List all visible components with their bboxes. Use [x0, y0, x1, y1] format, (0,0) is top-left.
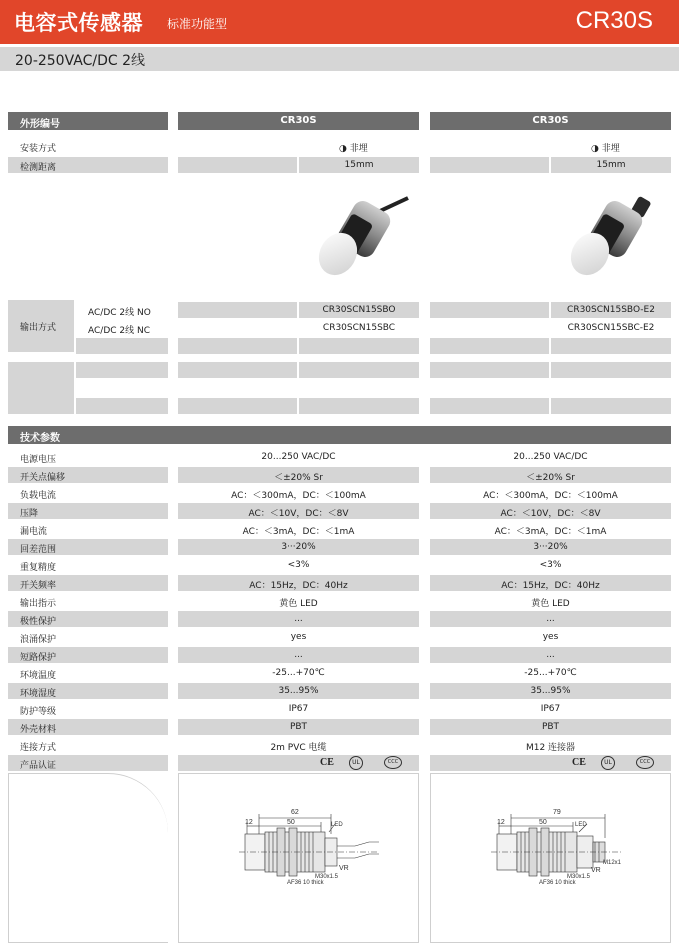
mount-label-cell: [8, 138, 168, 154]
tech-row-label-cell: [8, 593, 168, 609]
page-subtitle: 标准功能型: [167, 17, 228, 31]
tech-row-col2-text: -25...+70℃: [524, 668, 577, 678]
tech-row-col1: [178, 719, 419, 735]
distance-col1: [299, 157, 419, 173]
tech-row-col1: [178, 647, 419, 663]
tech-row-col1-text: ＜±20% Sr: [274, 473, 323, 483]
tech-row-col1: [178, 539, 419, 555]
mount-col2-value: ◑ 非埋: [591, 144, 620, 154]
tech-row-col1-text: AC：15Hz，DC：40Hz: [249, 581, 348, 591]
section-heading-label: 外形编号: [20, 119, 60, 130]
tech-row-label-cell: [8, 449, 168, 465]
tech-row-col1: [178, 593, 419, 609]
col1-heading: [178, 112, 419, 130]
tech-row-label-cell: [8, 665, 168, 681]
ce-mark-icon: CE: [320, 757, 334, 768]
tech-row-col1: [178, 449, 419, 465]
tech-row-col2: [430, 467, 671, 483]
tech-heading-label: 技术参数: [20, 433, 60, 444]
tech-row-col2: [430, 575, 671, 591]
tech-row-label-cell: [8, 467, 168, 483]
tech-row-label-cell-text: 外壳材料: [20, 725, 57, 735]
empty-r1-c1b: [299, 362, 419, 378]
empty-r1-c1a: [178, 362, 297, 378]
tech-row-label-cell: [8, 557, 168, 573]
dim1-led: LED: [331, 822, 343, 828]
tech-row-label-cell-text: 连接方式: [20, 743, 57, 753]
output-no-label-cell: [76, 302, 168, 318]
output-col1-blank: [299, 338, 419, 354]
output-blank-label-cell: [76, 338, 168, 354]
tech-row-label-cell-text: 防护等级: [20, 707, 57, 717]
tech-row-label-cell-text: 极性保护: [20, 617, 57, 627]
output-col2-nc-value: CR30SCN15SBC-E2: [567, 323, 655, 333]
output-label-cell: [8, 300, 74, 352]
cert-row-col2: [430, 755, 671, 771]
dim1-front: 12: [245, 819, 253, 826]
empty-r3-c1a: [178, 398, 297, 414]
mount-col1: [299, 138, 419, 154]
dimension-drawing-connector: [430, 773, 671, 943]
tech-row-col1-text: ...: [294, 614, 303, 624]
tech-row-col1: [178, 737, 419, 753]
tech-row-col1-text: -25...+70℃: [272, 668, 325, 678]
output-nc-label-cell: [76, 320, 168, 336]
tech-row-col1: [178, 665, 419, 681]
tech-row-col2-text: PBT: [541, 722, 560, 732]
output-col1-nc: [299, 320, 419, 336]
tech-row-col2-text: 3···20%: [533, 542, 568, 552]
empty-r1-c2b: [551, 362, 671, 378]
tech-row-label-cell-text: 产品认证: [20, 761, 57, 771]
tech-row-col2: [430, 629, 671, 645]
tech-row-label-cell: [8, 719, 168, 735]
dim1-total: 62: [291, 809, 299, 816]
tech-row-col1-text: 3···20%: [281, 542, 316, 552]
dim2-thread-len: 50: [539, 819, 547, 826]
dim2-led: LED: [575, 822, 587, 828]
tech-row-col1-text: PBT: [289, 722, 308, 732]
tech-row-col2-text: ...: [546, 614, 555, 624]
tech-row-col1: [178, 467, 419, 483]
tech-row-col1-text: IP67: [288, 704, 309, 714]
distance-col2: [551, 157, 671, 173]
tech-row-col1-text: 2m PVC 电缆: [270, 743, 327, 753]
empty-r3-c1b: [299, 398, 419, 414]
tech-row-col1: [178, 521, 419, 537]
ce-mark-icon: CE: [572, 757, 586, 768]
tech-row-label-cell: [8, 683, 168, 699]
note-box: [8, 773, 168, 943]
output-col2-blank-left: [430, 338, 549, 354]
tech-row-col1-text: yes: [290, 632, 307, 642]
tech-row-label-cell-text: 漏电流: [20, 527, 48, 537]
tech-row-col1: [178, 701, 419, 717]
tech-row-label-cell: [8, 611, 168, 627]
tech-row-col2: [430, 701, 671, 717]
output-label: 输出方式: [20, 323, 57, 333]
tech-row-col1-text: AC：＜3mA，DC：＜1mA: [242, 527, 355, 537]
tech-row-col2-text: 35...95%: [530, 686, 571, 696]
tech-row-col2-text: AC：15Hz，DC：40Hz: [501, 581, 600, 591]
dim2-total: 79: [553, 809, 561, 816]
tech-heading: [8, 426, 671, 444]
tech-row-col2: [430, 593, 671, 609]
tech-row-label-cell-text: 环境湿度: [20, 689, 57, 699]
tech-row-label-cell-text: 开关频率: [20, 581, 57, 591]
tech-row-label-cell-text: 短路保护: [20, 653, 57, 663]
tech-row-label-cell-text: 回差范围: [20, 545, 57, 555]
output-col2-no-value: CR30SCN15SBO-E2: [567, 305, 655, 315]
tech-row-col2-text: 20...250 VAC/DC: [513, 452, 588, 462]
tech-row-label-cell-text: 开关点偏移: [20, 473, 66, 483]
tech-row-col2-text: AC：＜10V，DC：＜8V: [500, 509, 601, 519]
tech-row-label-cell: [8, 755, 168, 771]
page-title: 电容式传感器: [14, 11, 143, 35]
tech-row-col2: [430, 683, 671, 699]
tech-row-col1-text: 黄色 LED: [279, 599, 318, 609]
tech-row-col1: [178, 683, 419, 699]
tech-row-label-cell: [8, 701, 168, 717]
output-nc-label: AC/DC 2线 NC: [88, 326, 150, 336]
distance-col2-left: [430, 157, 549, 173]
col2-heading-label: CR30S: [532, 115, 569, 126]
tech-row-col1: [178, 485, 419, 501]
tech-row-label-cell-text: 电源电压: [20, 455, 57, 465]
tech-row-col1-text: 35...95%: [278, 686, 319, 696]
tech-row-col1: [178, 557, 419, 573]
dim2-vr: VR: [591, 867, 601, 874]
tech-row-col2-text: yes: [542, 632, 559, 642]
output-col1-nc-value: CR30SCN15SBC: [322, 323, 396, 333]
tech-row-col1-text: ...: [294, 650, 303, 660]
dim2-front: 12: [497, 819, 505, 826]
output-col1-blank-left: [178, 338, 297, 354]
page-header: [0, 0, 679, 44]
empty-r3-label: [76, 398, 168, 414]
mount-col2: [551, 138, 671, 154]
tech-row-col2: [430, 485, 671, 501]
mount-label: 安装方式: [20, 144, 57, 154]
tech-row-col2-text: 黄色 LED: [531, 599, 570, 609]
distance-label-cell: [8, 157, 168, 173]
distance-col2-value: 15mm: [596, 160, 626, 170]
output-col1-no-value: CR30SCN15SBO: [322, 305, 396, 315]
output-col2-nc: [551, 320, 671, 336]
tech-row-label-cell: [8, 575, 168, 591]
dim1-thread: M30x1.5: [315, 874, 339, 880]
tech-row-col1: [178, 611, 419, 627]
tech-row-label-cell-text: 环境温度: [20, 671, 57, 681]
distance-col1-value: 15mm: [344, 160, 374, 170]
tech-row-col2-text: ...: [546, 650, 555, 660]
tech-row-col1-text: AC：＜10V，DC：＜8V: [248, 509, 349, 519]
tech-row-col2: [430, 647, 671, 663]
ul-mark-icon: UL: [601, 756, 615, 770]
distance-label: 检测距离: [20, 163, 57, 173]
voltage-text: 20-250VAC/DC 2线: [15, 53, 146, 69]
empty-r3-c2b: [551, 398, 671, 414]
distance-col1-left: [178, 157, 297, 173]
ccc-mark-icon: CCC: [636, 756, 654, 769]
tech-row-label-cell: [8, 521, 168, 537]
dimension-drawing-cable: [178, 773, 419, 943]
output-col2-no: [551, 302, 671, 318]
dim1-nut: AF36 10 thick: [287, 880, 324, 886]
tech-row-label-cell-text: 浪涌保护: [20, 635, 57, 645]
output-col1-no: [299, 302, 419, 318]
tech-row-col2-text: AC：＜300mA，DC：＜100mA: [483, 491, 618, 501]
tech-row-col1: [178, 503, 419, 519]
tech-row-col1-text: 20...250 VAC/DC: [261, 452, 336, 462]
tech-row-label-cell-text: 重复精度: [20, 563, 57, 573]
sensor-photo-connector: [552, 190, 672, 290]
tech-row-col2: [430, 611, 671, 627]
tech-row-col2: [430, 521, 671, 537]
empty-r1-label: [76, 362, 168, 378]
tech-row-col2: [430, 665, 671, 681]
mount-col1-value: ◑ 非埋: [339, 144, 368, 154]
tech-row-col2-text: AC：＜3mA，DC：＜1mA: [494, 527, 607, 537]
tech-row-col2: [430, 503, 671, 519]
output-col2-blank: [551, 338, 671, 354]
tech-row-col2: [430, 557, 671, 573]
tech-row-col2-text: <3%: [539, 560, 562, 570]
sensor-photo-cable: [300, 190, 420, 290]
tech-row-col2: [430, 719, 671, 735]
tech-row-label-cell-text: 压降: [20, 509, 39, 519]
dim1-vr: VR: [339, 865, 349, 872]
tech-row-col2-text: ＜±20% Sr: [526, 473, 575, 483]
tech-row-label-cell: [8, 503, 168, 519]
dim2-nut: AF36 10 thick: [539, 880, 576, 886]
tech-row-label-cell: [8, 737, 168, 753]
output-no-label: AC/DC 2线 NO: [88, 308, 151, 318]
empty-r1-c2a: [430, 362, 549, 378]
cert-row-col1: [178, 755, 419, 771]
tech-row-col1-text: <3%: [287, 560, 310, 570]
output-col1-no-left: [178, 302, 297, 318]
model-name: CR30S: [575, 7, 653, 34]
tech-row-label-cell: [8, 485, 168, 501]
tech-row-col2: [430, 539, 671, 555]
output-col2-no-left: [430, 302, 549, 318]
tech-row-col1: [178, 629, 419, 645]
tech-row-col2: [430, 449, 671, 465]
dim2-thread: M30x1.5: [567, 874, 591, 880]
tech-row-label-cell: [8, 647, 168, 663]
tech-row-label-cell: [8, 539, 168, 555]
tech-row-label-cell-text: 输出指示: [20, 599, 57, 609]
col2-heading: [430, 112, 671, 130]
tech-row-col2-text: M12 连接器: [525, 743, 576, 753]
empty-r3-c2a: [430, 398, 549, 414]
tech-row-label-cell: [8, 629, 168, 645]
dim2-connector: M12x1: [603, 860, 622, 866]
tech-row-label-cell-text: 负载电流: [20, 491, 57, 501]
tech-row-col1-text: AC：＜300mA，DC：＜100mA: [231, 491, 366, 501]
ccc-mark-icon: CCC: [384, 756, 402, 769]
section-heading-shape: [8, 112, 168, 130]
tech-row-col2: [430, 737, 671, 753]
tech-row-col1: [178, 575, 419, 591]
empty-r2-label: [76, 380, 168, 396]
tech-row-col2-text: IP67: [540, 704, 561, 714]
ul-mark-icon: UL: [349, 756, 363, 770]
voltage-bar: [0, 47, 679, 71]
col1-heading-label: CR30S: [280, 115, 317, 126]
dim1-thread-len: 50: [287, 819, 295, 826]
mount-col1-left: [178, 138, 297, 154]
empty-label-cell: [8, 362, 74, 414]
